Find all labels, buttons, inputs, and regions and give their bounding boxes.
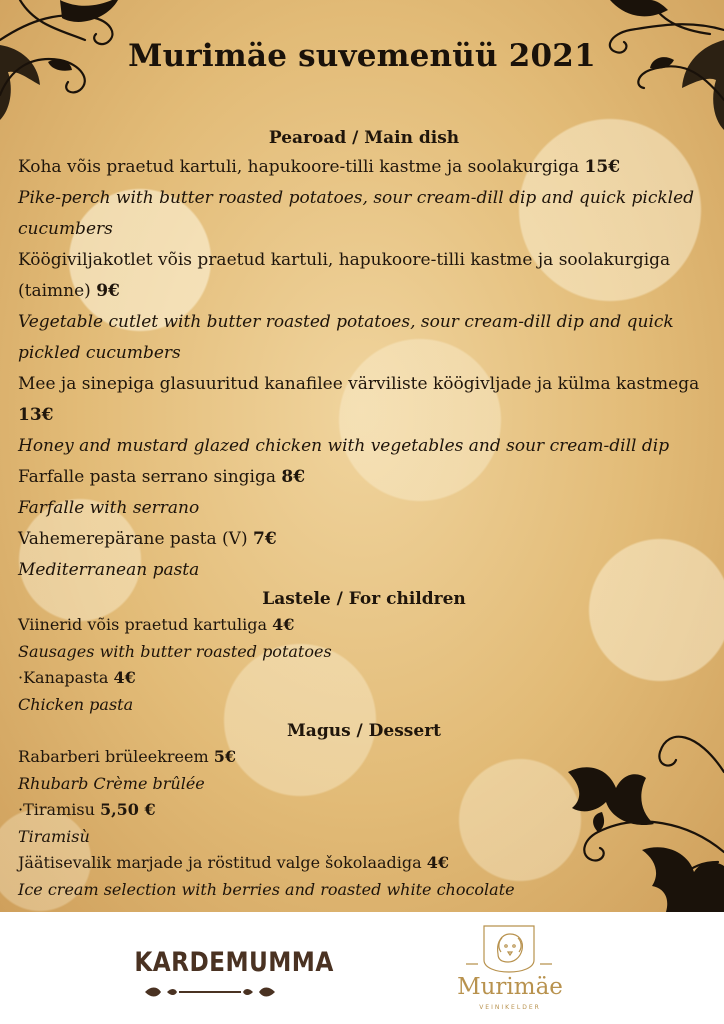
item-name: ·Tiramisu [18, 800, 100, 819]
item-name: Vahemerepärane pasta (V) [18, 529, 253, 549]
item-english: Farfalle with serrano [18, 498, 200, 518]
item-english: Mediterranean pasta [18, 560, 200, 580]
menu-item [18, 369, 710, 462]
menu-item [18, 744, 710, 797]
menu-item [18, 850, 710, 903]
item-price: 4€ [272, 615, 295, 634]
menu-item [18, 152, 710, 245]
menu-body [18, 124, 710, 903]
item-english: Vegetable cutlet with butter roasted potatoes, sour cream-dill dip and quick pickled cucumbers [18, 312, 674, 363]
section-heading: Lastele / For children [262, 589, 466, 609]
item-name: Farfalle pasta serrano singiga [18, 467, 282, 487]
item-name: Viinerid võis praetud kartuliga [18, 615, 273, 634]
page-title: Murimäe suvemenüü 2021 [128, 38, 596, 74]
section-for-children [18, 586, 710, 718]
menu-item [18, 462, 710, 524]
item-name: Mee ja sinepiga glasuuritud kanafilee värviliste köögivljade ja külma kastmega [18, 374, 700, 394]
item-price: 15€ [584, 157, 621, 177]
menu-item [18, 524, 710, 586]
menu-item [18, 797, 710, 850]
item-name: Köögiviljakotlet võis praetud kartuli, hapukoore-tilli kastme ja soolakurgiga (taimne) [18, 250, 671, 301]
item-english: Sausages with butter roasted potatoes [18, 641, 332, 661]
menu-item [18, 612, 710, 665]
murimae-logo-text: Murimäe [457, 974, 563, 1000]
section-heading: Pearoad / Main dish [268, 128, 460, 148]
item-price: 9€ [96, 281, 120, 301]
item-price: 13€ [18, 405, 54, 425]
item-english: Chicken pasta [18, 694, 134, 714]
item-price: 4€ [113, 668, 136, 687]
murimae-subtitle: VEINIKELDER [479, 1004, 541, 1011]
item-name: Koha võis praetud kartuli, hapukoore-tilli kastme ja soolakurgiga [18, 157, 585, 177]
kardemumma-logo-text: KARDEMUMMA [134, 947, 334, 978]
leaf-divider-icon [145, 984, 275, 1000]
item-name: Rabarberi brüleekreem [18, 747, 214, 766]
item-english: Ice cream selection with berries and roasted white chocolate [18, 879, 515, 899]
footer [0, 912, 724, 1024]
section-main-dish [18, 124, 710, 586]
menu-item [18, 665, 710, 718]
item-english: Honey and mustard glazed chicken with vegetables and sour cream-dill dip [18, 436, 670, 456]
item-price: 4€ [426, 853, 450, 872]
item-name: ·Kanapasta [18, 668, 114, 687]
item-english: Rhubarb Crème brûlée [18, 773, 205, 793]
section-dessert [18, 718, 710, 903]
item-english: Tiramisù [18, 826, 90, 846]
item-price: 5,50 € [99, 800, 156, 819]
item-name: Jäätisevalik marjade ja röstitud valge šokolaadiga [18, 853, 427, 872]
dog-crest-icon [446, 920, 572, 974]
section-heading: Magus / Dessert [286, 721, 442, 741]
item-english: Pike-perch with butter roasted potatoes, sour cream-dill dip and quick pickled cucumbers [18, 188, 695, 239]
menu-item [18, 245, 710, 369]
item-price: 7€ [252, 529, 277, 549]
item-price: 8€ [281, 467, 306, 487]
item-price: 5€ [213, 747, 236, 766]
